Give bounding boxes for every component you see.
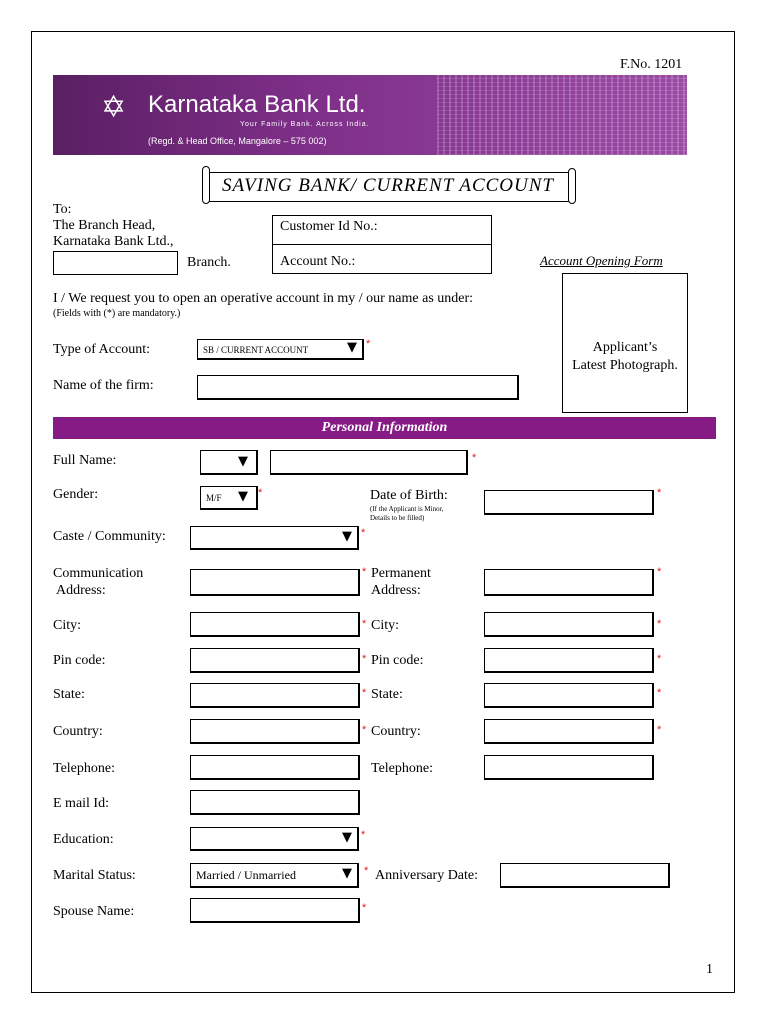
perm-city-input[interactable] — [484, 612, 654, 637]
comm-pincode-input[interactable] — [190, 648, 360, 673]
required-star: * — [362, 618, 367, 630]
chevron-down-icon: ▼ — [238, 454, 248, 469]
gender-value: M/F — [206, 493, 222, 503]
to-label: To: — [53, 202, 72, 217]
bank-tagline: Your Family Bank. Across India. — [240, 121, 370, 128]
caste-label: Caste / Community: — [53, 529, 166, 544]
perm-state-input[interactable] — [484, 683, 654, 708]
bank-office: (Regd. & Head Office, Mangalore – 575 002) — [148, 136, 327, 146]
firm-name-label: Name of the firm: — [53, 378, 154, 393]
section-title: Personal Information — [321, 420, 448, 435]
marital-status-value: Married / Unmarried — [196, 868, 296, 882]
mandatory-note — [53, 308, 180, 319]
id-box-divider — [273, 244, 491, 245]
comm-address-label-line1: Communication — [53, 566, 144, 581]
perm-pincode-label: Pin code: — [371, 653, 424, 668]
comm-pincode-label: Pin code: — [53, 653, 106, 668]
caste-select[interactable] — [190, 526, 359, 550]
perm-telephone-label: Telephone: — [371, 761, 433, 776]
required-star: * — [362, 566, 367, 578]
chevron-down-icon: ▼ — [342, 529, 352, 544]
star-of-david-logo-icon: ✡ — [101, 90, 127, 125]
comm-country-label: Country: — [53, 724, 103, 739]
account-no-field[interactable] — [367, 250, 487, 270]
form-title: SAVING BANK/ CURRENT ACCOUNT — [222, 175, 554, 196]
mandatory-note-text: (Fields with (*) are mandatory.) — [53, 308, 181, 319]
chevron-down-icon: ▼ — [347, 340, 357, 355]
form-number: F.No. 1201 — [620, 57, 683, 72]
perm-address-input[interactable] — [484, 569, 654, 596]
required-star: * — [361, 527, 366, 539]
email-label: E mail Id: — [53, 796, 109, 811]
required-star: * — [657, 487, 662, 499]
required-star: * — [657, 618, 662, 630]
marital-status-select[interactable] — [190, 863, 359, 888]
required-star: * — [362, 687, 367, 699]
comm-state-input[interactable] — [190, 683, 360, 708]
type-of-account-value: SB / CURRENT ACCOUNT — [203, 345, 309, 355]
address-line1: The Branch Head, — [53, 218, 156, 233]
spouse-name-input[interactable] — [190, 898, 360, 923]
full-name-input[interactable] — [270, 450, 468, 475]
anniversary-input[interactable] — [500, 863, 670, 888]
photo-label-line2: Latest Photograph. — [572, 358, 678, 373]
anniversary-label: Anniversary Date: — [375, 868, 479, 883]
perm-pincode-input[interactable] — [484, 648, 654, 673]
chevron-down-icon: ▼ — [238, 489, 248, 504]
spouse-name-label: Spouse Name: — [53, 904, 135, 919]
gender-select[interactable] — [200, 486, 258, 510]
education-label: Education: — [53, 832, 114, 847]
dob-input[interactable] — [484, 490, 654, 515]
email-input[interactable] — [190, 790, 360, 815]
dob-note-line1: (If the Applicant is Minor, — [370, 505, 444, 513]
required-star: * — [657, 724, 662, 736]
perm-address-label-line2: Address: — [371, 583, 421, 598]
full-name-label: Full Name: — [53, 453, 117, 468]
bank-banner — [53, 75, 687, 155]
required-star: * — [657, 566, 662, 578]
scroll-curl-right — [568, 168, 576, 204]
dob-label: Date of Birth: — [370, 488, 448, 503]
photo-label-line1: Applicant’s — [592, 340, 658, 355]
type-of-account-select[interactable] — [197, 339, 364, 360]
scroll-curl-left — [202, 166, 210, 204]
branch-input[interactable] — [53, 251, 178, 275]
chevron-down-icon: ▼ — [342, 830, 352, 845]
comm-country-input[interactable] — [190, 719, 360, 744]
required-star: * — [258, 487, 263, 499]
type-of-account-label: Type of Account: — [53, 342, 150, 357]
required-star: * — [362, 724, 367, 736]
perm-country-input[interactable] — [484, 719, 654, 744]
title-select[interactable] — [200, 450, 258, 475]
required-star: * — [364, 865, 369, 877]
firm-name-input[interactable] — [197, 375, 519, 400]
customer-id-field[interactable] — [382, 219, 487, 237]
perm-state-label: State: — [371, 687, 403, 702]
personal-info-header — [53, 417, 716, 439]
perm-country-label: Country: — [371, 724, 421, 739]
comm-address-label-line2: Address: — [56, 583, 106, 598]
required-star: * — [657, 687, 662, 699]
perm-address-label-line1: Permanent — [371, 566, 431, 581]
page-number: 1 — [706, 962, 713, 977]
required-star: * — [362, 902, 367, 914]
required-star: * — [366, 338, 371, 350]
bank-name: Karnataka Bank Ltd. — [148, 91, 366, 118]
chevron-down-icon: ▼ — [342, 866, 352, 881]
gender-label: Gender: — [53, 487, 99, 502]
comm-city-input[interactable] — [190, 612, 360, 637]
comm-address-input[interactable] — [190, 569, 360, 596]
customer-id-label: Customer Id No.: — [280, 219, 378, 234]
required-star: * — [361, 829, 366, 841]
perm-telephone-input[interactable] — [484, 755, 654, 780]
branch-label: Branch. — [187, 255, 231, 270]
comm-state-label: State: — [53, 687, 85, 702]
form-page — [31, 31, 735, 993]
required-star: * — [362, 653, 367, 665]
comm-city-label: City: — [53, 618, 82, 633]
banner-pattern — [437, 75, 687, 155]
comm-telephone-input[interactable] — [190, 755, 360, 780]
dob-note-line2: Details to be filled) — [370, 514, 425, 522]
form-subtitle: Account Opening Form — [540, 253, 663, 268]
required-star: * — [472, 452, 477, 464]
required-star: * — [657, 653, 662, 665]
address-line2: Karnataka Bank Ltd., — [53, 234, 174, 249]
education-select[interactable] — [190, 827, 359, 851]
account-no-label: Account No.: — [280, 254, 356, 269]
request-text: I / We request you to open an operative account in my / our name as under: — [53, 291, 474, 306]
perm-city-label: City: — [371, 618, 400, 633]
marital-status-label: Marital Status: — [53, 868, 136, 883]
comm-telephone-label: Telephone: — [53, 761, 115, 776]
